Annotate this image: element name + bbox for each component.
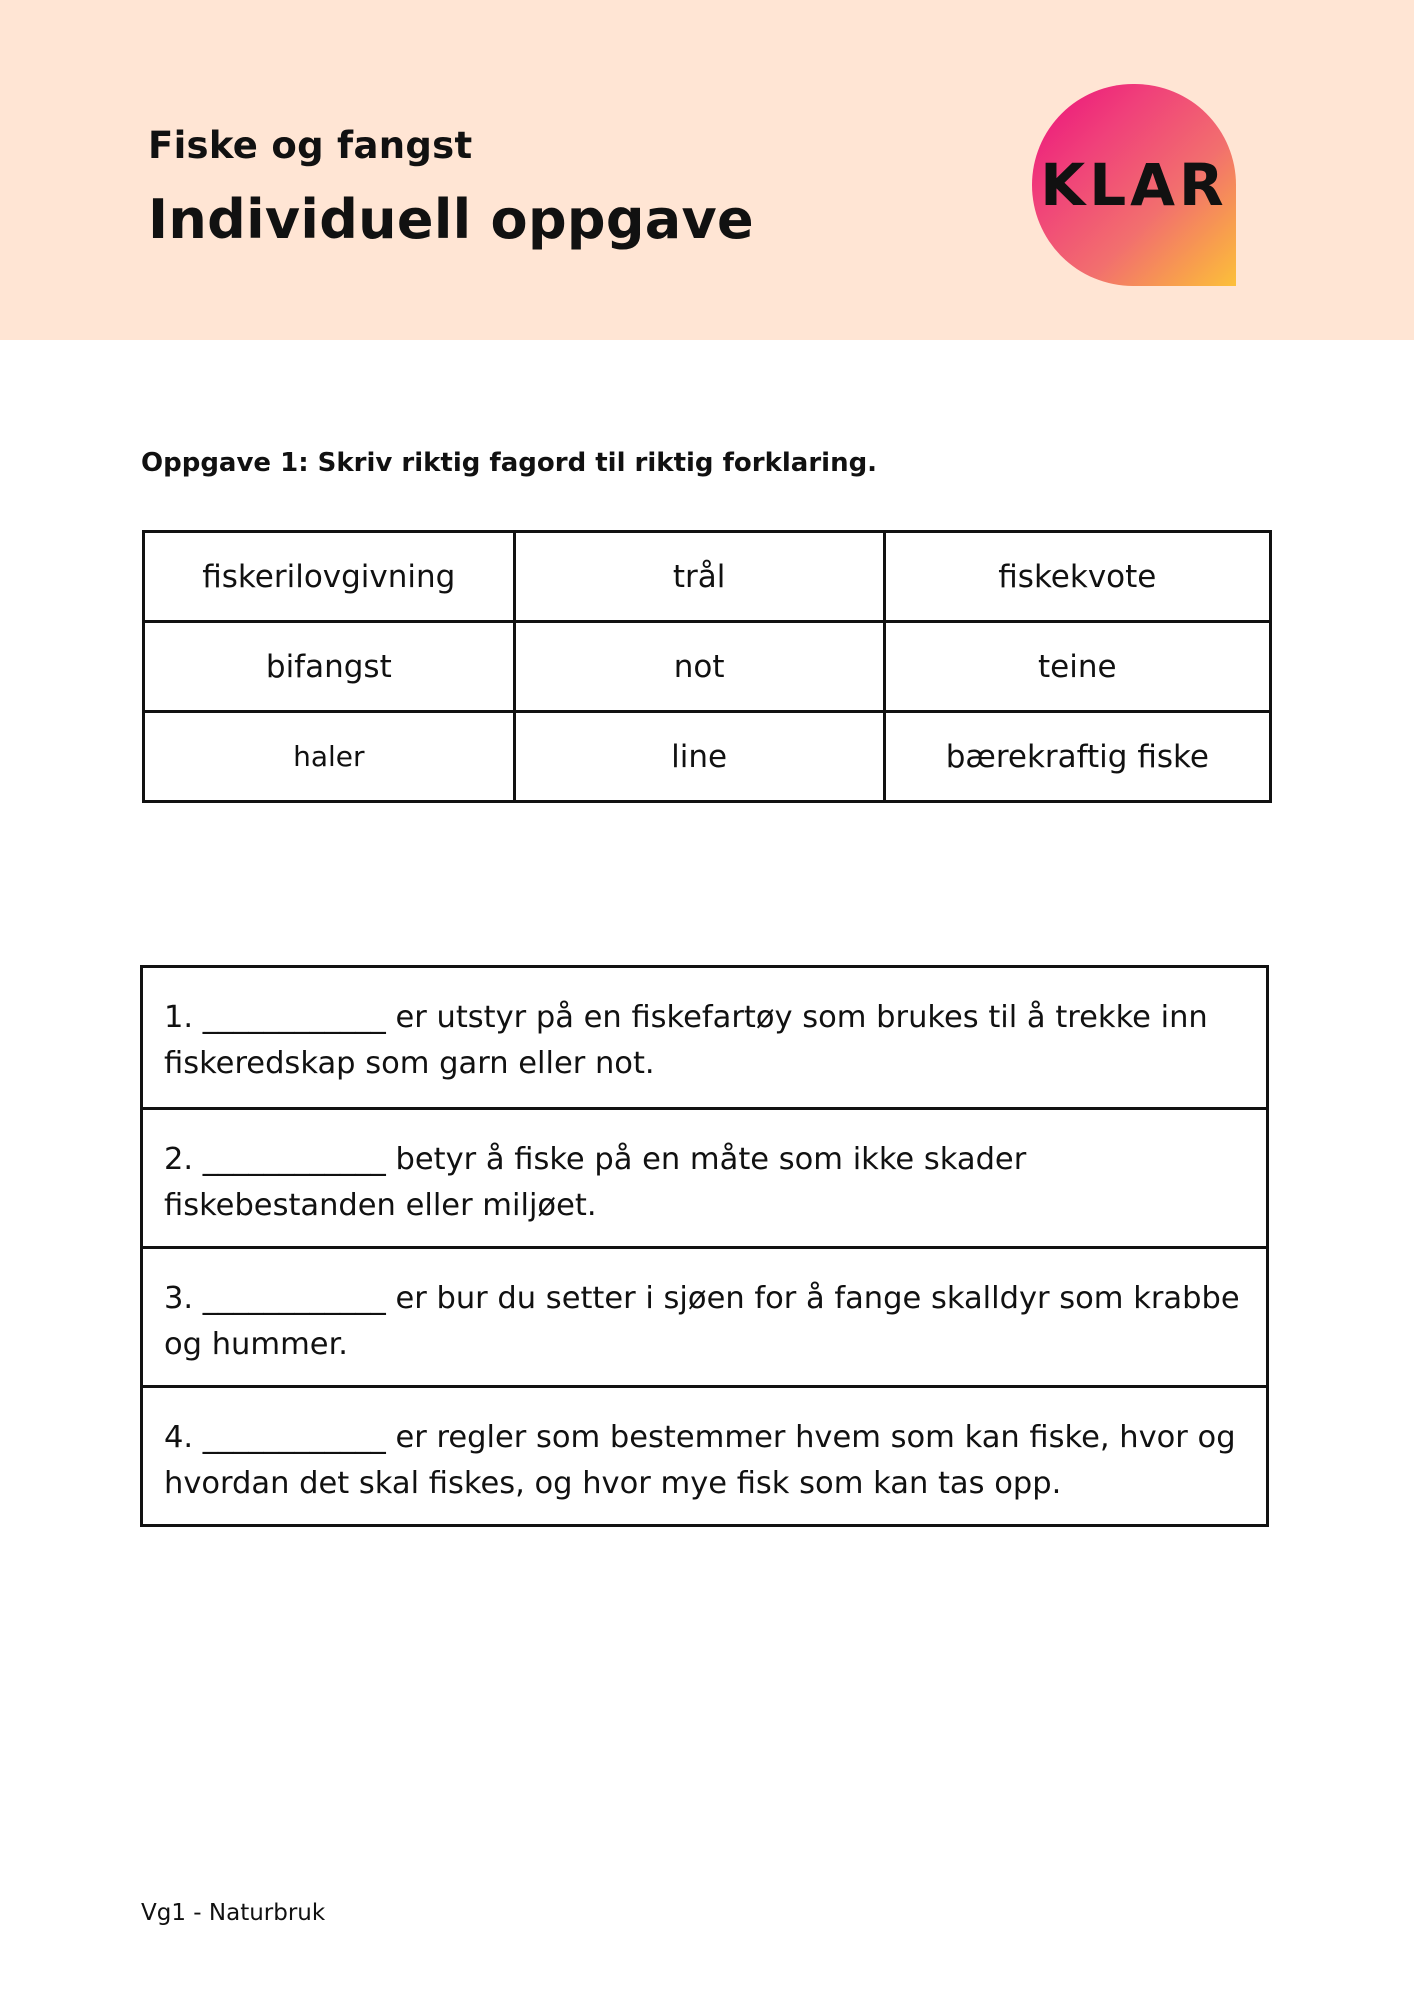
clue-item: 3. ____________ er bur du setter i sjøen for å fange skalldyr som krabbe og hummer. [143, 1246, 1266, 1385]
word-cell: bærekraftig fiske [884, 712, 1270, 802]
clue-item: 4. ____________ er regler som bestemmer hvem som kan fiske, hvor og hvordan det skal fiskes, og hvor mye fisk som kan tas opp. [143, 1385, 1266, 1524]
table-row [144, 532, 1271, 622]
page-subtitle: Fiske og fangst [148, 124, 473, 167]
page-title: Individuell oppgave [148, 188, 754, 251]
clue-item: 1. ____________ er utstyr på en fiskefartøy som brukes til å trekke inn fiskeredskap som garn eller not. [164, 1000, 1208, 1081]
word-table [142, 530, 1272, 803]
word-cell: trål [514, 532, 884, 622]
clue-item: 2. ____________ betyr å fiske på en måte som ikke skader fiskebestanden eller miljøet. [143, 1107, 1266, 1246]
clue-table [140, 965, 1269, 1527]
word-cell: bifangst [144, 622, 515, 712]
word-cell: teine [884, 622, 1270, 712]
word-cell: haler [144, 712, 515, 802]
task-heading: Oppgave 1: Skriv riktig fagord til riktig forklaring. [141, 448, 878, 478]
table-row [144, 622, 1271, 712]
word-cell: not [514, 622, 884, 712]
header-banner [0, 0, 1414, 340]
table-row [144, 712, 1271, 802]
word-cell: line [514, 712, 884, 802]
word-cell: fiskerilovgivning [144, 532, 515, 622]
logo-text: KLAR [1040, 151, 1228, 219]
word-cell: fiskekvote [884, 532, 1270, 622]
footer-text: Vg1 - Naturbruk [141, 1900, 326, 1926]
klar-logo [1032, 84, 1236, 286]
